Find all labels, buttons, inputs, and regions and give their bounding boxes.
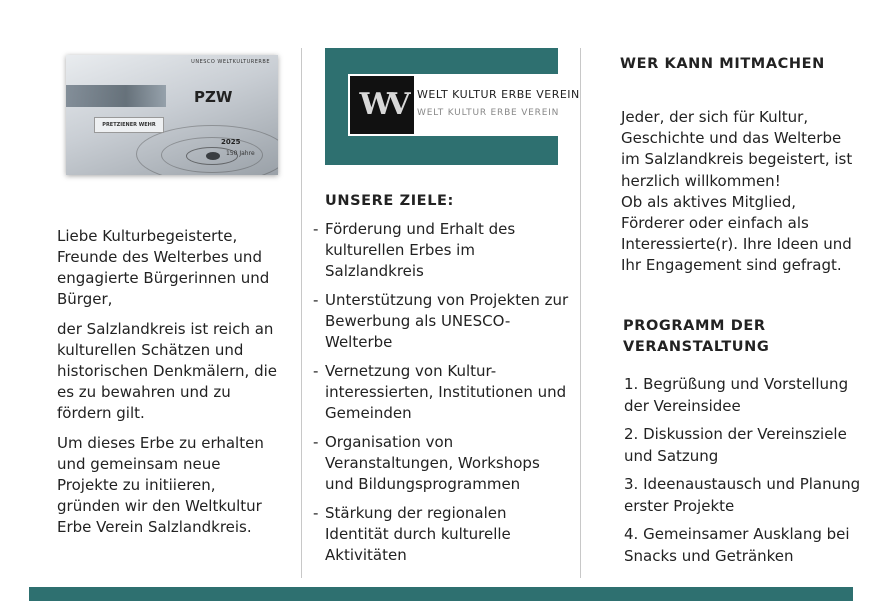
- goal-bullet: -: [313, 291, 319, 309]
- event-photo: [66, 55, 278, 175]
- goal-item: [313, 219, 573, 282]
- column-divider: [580, 48, 581, 578]
- goal-bullet: -: [313, 220, 319, 238]
- program-item: 3. Ideenaustausch und Planung erster Projekte: [624, 475, 861, 515]
- photo-years-label: 150 Jahre: [226, 150, 255, 157]
- intro-paragraph: der Salzlandkreis ist reich an kulturellen Schätzen und historischen Denkmälern, die es zu bewahren und zu fördern gilt.: [57, 320, 277, 422]
- photo-label: PRETZIENER WEHR: [94, 117, 164, 133]
- photo-year: 2025: [221, 138, 241, 146]
- goal-item: [313, 432, 573, 495]
- participation-line: Ob als aktives Mitglied, Förderer oder einfach als Interessierte(r). Ihre Ideen und Ihr Engagement sind gefragt.: [621, 192, 852, 275]
- goal-text: Unterstützung von Projekten zur Bewerbung als UNESCO-Welterbe: [325, 291, 569, 351]
- photo-water-drop: [206, 152, 220, 160]
- goals-list: [313, 219, 573, 574]
- goal-bullet: -: [313, 504, 319, 522]
- intro-paragraph: Liebe Kulturbegeisterte, Freunde des Welterbes und engagierte Bürgerinnen und Bürger,: [57, 227, 270, 308]
- program-item: 2. Diskussion der Vereinsziele und Satzung: [624, 425, 847, 465]
- column-divider: [301, 48, 302, 578]
- program-item: 4. Gemeinsamer Ausklang bei Snacks und Getränken: [624, 525, 850, 565]
- photo-top-caption: UNESCO WELTKULTURERBE: [191, 59, 270, 65]
- goal-item: [313, 361, 573, 424]
- program-list: [624, 374, 864, 574]
- goal-bullet: -: [313, 362, 319, 380]
- logo-name-reflection: WELT KULTUR ERBE VEREIN: [417, 108, 560, 118]
- goal-item: [313, 503, 573, 566]
- participation-line: Jeder, der sich für Kultur, Geschichte und das Welterbe im Salzlandkreis begeistert, ist herzlich willkommen!: [621, 108, 853, 190]
- photo-building-strip: [66, 85, 166, 107]
- logo-name: WELT KULTUR ERBE VEREIN: [417, 88, 580, 101]
- photo-logo-text: PZW: [194, 88, 233, 106]
- goal-bullet: -: [313, 433, 319, 451]
- association-logo-block: [325, 48, 580, 165]
- participation-heading: WER KANN MITMACHEN: [620, 56, 825, 72]
- goal-text: Förderung und Erhalt des kulturellen Erbes im Salzlandkreis: [325, 220, 516, 280]
- goals-heading: UNSERE ZIELE:: [325, 193, 454, 209]
- program-heading: PROGRAMM DER VERANSTALTUNG: [623, 318, 770, 355]
- intro-paragraph: Um dieses Erbe zu erhalten und gemeinsam neue Projekte zu initiieren, gründen wir den Weltkultur Erbe Verein Salzlandkreis.: [57, 434, 264, 536]
- intro-text: [57, 226, 282, 547]
- goal-item: [313, 290, 573, 353]
- program-item: 1. Begrüßung und Vorstellung der Vereinsidee: [624, 375, 849, 415]
- goal-text: Vernetzung von Kultur-interessierten, Institutionen und Gemeinden: [325, 362, 567, 422]
- association-logo: [348, 74, 581, 136]
- footer-accent-bar: [29, 587, 853, 601]
- participation-text: [621, 107, 861, 277]
- goal-text: Organisation von Veranstaltungen, Workshops und Bildungsprogrammen: [325, 433, 540, 493]
- logo-mark: WV: [350, 76, 414, 134]
- goal-text: Stärkung der regionalen Identität durch kulturelle Aktivitäten: [325, 504, 511, 564]
